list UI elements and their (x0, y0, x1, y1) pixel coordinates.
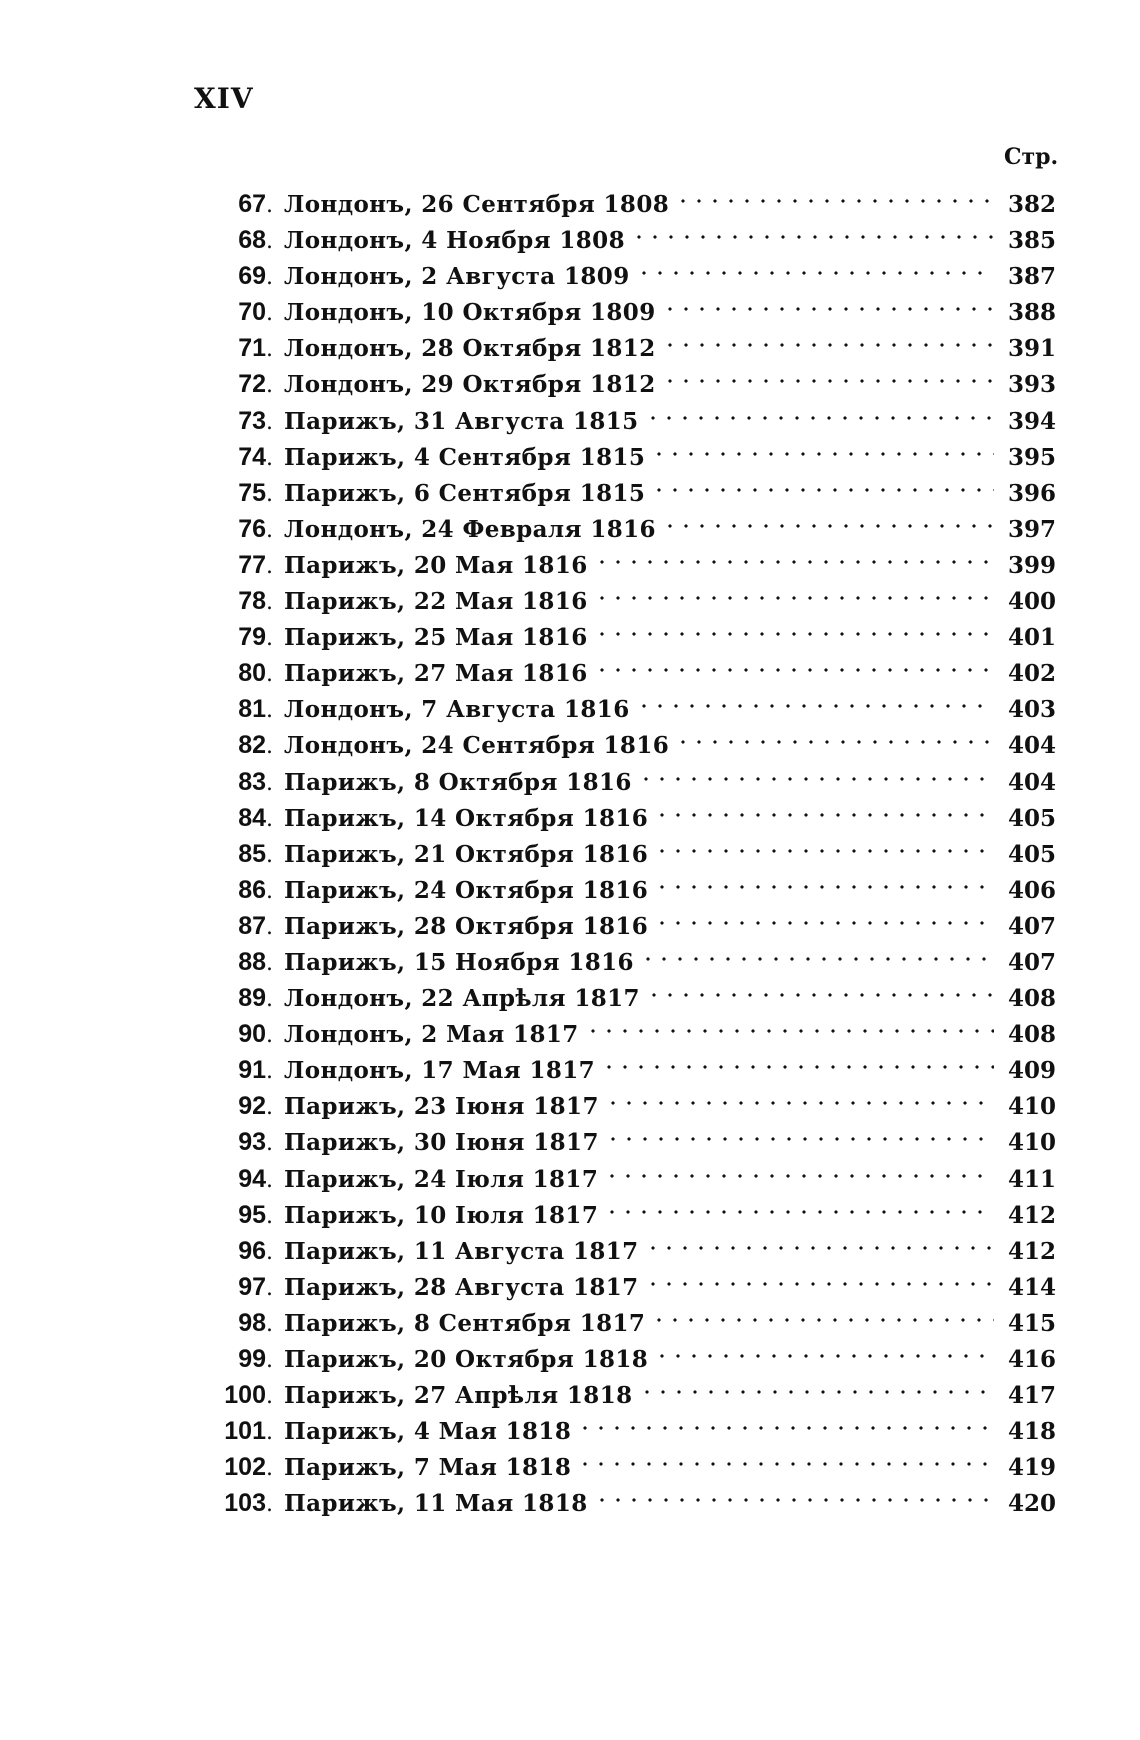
entry-title: Лондонъ, 10 Октября 1809 (284, 299, 656, 327)
entry-title: Парижъ, 6 Сентября 1815 (284, 479, 646, 507)
entry-page-number: 404 (1007, 768, 1056, 796)
entry-page-number: 409 (1007, 1057, 1056, 1085)
dot-leader (636, 681, 994, 717)
entry-number-period: . (266, 409, 273, 435)
entry-page-number: 388 (1007, 299, 1056, 327)
entry-number-period: . (266, 1311, 273, 1337)
entry-title: Парижъ, 22 Мая 1816 (284, 588, 588, 616)
dot-leader (638, 754, 994, 790)
entry-number-period: . (266, 698, 273, 724)
dot-leader (662, 284, 994, 320)
page-column-label: Стр. (1004, 144, 1059, 170)
dot-leader (594, 1475, 994, 1511)
entry-number-period: . (266, 1420, 273, 1446)
entry-title: Лондонъ, 4 Ноября 1808 (284, 227, 625, 255)
entry-page-number: 415 (1007, 1309, 1056, 1337)
entry-number-period: . (266, 914, 273, 940)
entry-number-period: . (266, 1167, 273, 1193)
entry-number: 92 (238, 1092, 266, 1121)
entry-number: 86 (238, 875, 266, 904)
entry-title: Парижъ, 27 Апрѣля 1818 (284, 1382, 633, 1410)
entry-title: Лондонъ, 17 Мая 1817 (284, 1057, 596, 1085)
entry-title: Парижъ, 27 Мая 1816 (284, 660, 588, 688)
entry-page-number: 391 (1007, 335, 1056, 363)
entry-page-number: 417 (1007, 1382, 1056, 1410)
dot-leader (654, 790, 994, 826)
entry-title: Парижъ, 11 Мая 1818 (284, 1490, 588, 1518)
dot-leader (594, 645, 994, 681)
entry-page-number: 419 (1007, 1454, 1056, 1482)
entry-page-number: 416 (1007, 1346, 1056, 1373)
dot-leader (577, 1439, 994, 1475)
entry-number-period: . (266, 337, 273, 363)
entry-page-number: 404 (1007, 732, 1056, 760)
dot-leader (662, 320, 994, 356)
entry-page-number: 395 (1007, 443, 1056, 471)
entry-number-period: . (266, 626, 273, 652)
entry-number: 74 (238, 442, 266, 471)
entry-page-number: 406 (1007, 876, 1056, 904)
entry-number-period: . (266, 842, 273, 868)
entry-number: 70 (238, 298, 266, 327)
entry-number: 75 (238, 478, 266, 507)
entry-number: 89 (238, 984, 266, 1013)
entry-page-number: 385 (1007, 227, 1056, 255)
entry-number-period: . (266, 1492, 273, 1518)
entry-number-period: . (266, 806, 273, 832)
entry-number-period: . (266, 517, 273, 543)
entry-number: 69 (238, 262, 266, 291)
entry-title: Парижъ, 8 Сентября 1817 (284, 1309, 646, 1337)
entry-number: 81 (238, 695, 266, 724)
page-number: XIV (194, 82, 254, 115)
dot-leader (646, 970, 994, 1006)
entry-page-number: 405 (1007, 840, 1056, 868)
entry-page-number: 418 (1007, 1418, 1056, 1446)
entry-page-number: 387 (1007, 263, 1056, 291)
entry-title: Парижъ, 8 Октября 1816 (284, 768, 632, 796)
dot-leader (675, 717, 994, 753)
dot-leader (645, 393, 994, 429)
entry-page-number: 408 (1007, 985, 1056, 1013)
entry-number: 85 (238, 839, 266, 868)
entry-number: 73 (238, 406, 266, 435)
dot-leader (640, 934, 994, 970)
entry-title: Парижъ, 20 Мая 1816 (284, 551, 588, 579)
entry-page-number: 407 (1007, 948, 1056, 976)
entry-number: 76 (238, 514, 266, 543)
entry-title: Парижъ, 4 Мая 1818 (284, 1418, 572, 1446)
entry-number: 99 (238, 1345, 266, 1373)
dot-leader (594, 573, 994, 609)
entry-number-period: . (266, 950, 273, 976)
dot-leader (639, 1367, 994, 1403)
entry-number: 77 (238, 550, 266, 579)
dot-leader (651, 465, 994, 501)
entry-title: Парижъ, 24 Іюля 1817 (284, 1165, 599, 1193)
entry-page-number: 399 (1007, 551, 1056, 579)
entry-number-period: . (266, 553, 273, 579)
entry-number-period: . (266, 662, 273, 688)
entry-title: Парижъ, 10 Іюля 1817 (284, 1201, 599, 1229)
entry-number-period: . (266, 1384, 273, 1410)
entry-number-period: . (266, 987, 273, 1013)
entry-number: 97 (238, 1272, 266, 1301)
entry-page-number: 408 (1007, 1021, 1056, 1049)
entry-number: 68 (238, 226, 266, 255)
entry-number: 88 (238, 947, 266, 976)
entry-number-period: . (266, 770, 273, 796)
entry-title: Лондонъ, 7 Августа 1816 (284, 696, 630, 724)
entry-title: Парижъ, 14 Октября 1816 (284, 804, 649, 832)
entry-title: Парижъ, 7 Мая 1818 (284, 1454, 572, 1482)
entry-number-period: . (266, 229, 273, 255)
entry-title: Парижъ, 23 Іюня 1817 (284, 1093, 599, 1121)
entry-number-period: . (266, 1059, 273, 1085)
dot-leader (645, 1223, 994, 1259)
entry-page-number: 414 (1007, 1273, 1056, 1301)
entry-number: 80 (238, 659, 266, 688)
dot-leader (577, 1403, 994, 1439)
entry-number: 94 (238, 1164, 266, 1193)
entry-title: Лондонъ, 2 Мая 1817 (284, 1021, 579, 1049)
entry-title: Парижъ, 21 Октября 1816 (284, 840, 649, 868)
entry-page-number: 410 (1007, 1093, 1056, 1121)
entry-number-period: . (266, 265, 273, 291)
dot-leader (645, 1259, 994, 1295)
entry-title: Парижъ, 30 Іюня 1817 (284, 1129, 599, 1157)
entry-number-period: . (266, 301, 273, 327)
table-of-contents (200, 176, 1056, 1518)
entry-title: Парижъ, 15 Ноября 1816 (284, 948, 634, 976)
dot-leader (604, 1187, 994, 1223)
dot-leader (654, 826, 994, 862)
dot-leader (605, 1078, 994, 1114)
entry-number-period: . (266, 1275, 273, 1301)
entry-number: 87 (238, 911, 266, 940)
entry-page-number: 407 (1007, 912, 1056, 940)
entry-page-number: 397 (1007, 515, 1056, 543)
entry-number: 95 (238, 1200, 266, 1229)
dot-leader (662, 501, 994, 537)
dot-leader (636, 248, 994, 284)
entry-number-period: . (266, 878, 273, 904)
entry-page-number: 402 (1007, 660, 1056, 688)
entry-number: 72 (238, 370, 266, 399)
entry-number: 78 (238, 587, 266, 616)
toc-entry (200, 176, 1056, 218)
entry-number: 91 (238, 1056, 266, 1085)
entry-number: 98 (238, 1308, 266, 1337)
entry-number-period: . (266, 1131, 273, 1157)
entry-page-number: 412 (1007, 1237, 1056, 1265)
entry-page-number: 420 (1007, 1490, 1056, 1518)
dot-leader (604, 1151, 994, 1187)
entry-number: 103 (224, 1489, 266, 1518)
entry-number-period: . (266, 734, 273, 760)
entry-number-period: . (266, 193, 273, 218)
dot-leader (594, 537, 994, 573)
entry-page-number: 400 (1007, 588, 1056, 616)
dot-leader (651, 1295, 994, 1331)
dot-leader (594, 609, 994, 645)
entry-title: Парижъ, 4 Сентября 1815 (284, 443, 646, 471)
entry-title: Парижъ, 28 Октября 1816 (284, 912, 649, 940)
entry-number: 93 (238, 1128, 266, 1157)
entry-page-number: 396 (1007, 479, 1056, 507)
entry-title: Лондонъ, 26 Сентября 1808 (284, 191, 670, 218)
dot-leader (605, 1114, 994, 1150)
entry-page-number: 411 (1007, 1165, 1056, 1193)
entry-page-number: 382 (1007, 191, 1056, 218)
dot-leader (601, 1042, 994, 1078)
entry-page-number: 401 (1007, 624, 1056, 652)
entry-number-period: . (266, 590, 273, 616)
entry-title: Парижъ, 11 Августа 1817 (284, 1237, 639, 1265)
entry-page-number: 394 (1007, 407, 1056, 435)
dot-leader (654, 862, 994, 898)
entry-number: 79 (238, 623, 266, 652)
dot-leader (585, 1006, 994, 1042)
entry-number-period: . (266, 1023, 273, 1049)
entry-title: Лондонъ, 28 Октября 1812 (284, 335, 656, 363)
entry-number: 83 (238, 767, 266, 796)
entry-title: Парижъ, 25 Мая 1816 (284, 624, 588, 652)
dot-leader (675, 176, 994, 212)
entry-title: Лондонъ, 22 Апрѣля 1817 (284, 985, 640, 1013)
entry-number-period: . (266, 481, 273, 507)
entry-title: Парижъ, 20 Октября 1818 (284, 1346, 649, 1373)
dot-leader (654, 1331, 994, 1367)
entry-number-period: . (266, 1095, 273, 1121)
entry-number-period: . (266, 1348, 273, 1373)
entry-number: 90 (238, 1020, 266, 1049)
entry-title: Лондонъ, 29 Октября 1812 (284, 371, 656, 399)
dot-leader (651, 429, 994, 465)
entry-page-number: 393 (1007, 371, 1056, 399)
entry-number: 101 (224, 1417, 266, 1446)
entry-number-period: . (266, 445, 273, 471)
entry-number-period: . (266, 1203, 273, 1229)
entry-title: Лондонъ, 24 Февраля 1816 (284, 515, 656, 543)
entry-number-period: . (266, 1456, 273, 1482)
entry-page-number: 403 (1007, 696, 1056, 724)
entry-page-number: 410 (1007, 1129, 1056, 1157)
entry-number: 67 (238, 190, 266, 218)
entry-title: Парижъ, 31 Августа 1815 (284, 407, 639, 435)
entry-number: 84 (238, 803, 266, 832)
entry-page-number: 412 (1007, 1201, 1056, 1229)
entry-number: 96 (238, 1236, 266, 1265)
entry-title: Парижъ, 28 Августа 1817 (284, 1273, 639, 1301)
entry-number: 71 (238, 334, 266, 363)
entry-title: Лондонъ, 2 Августа 1809 (284, 263, 630, 291)
dot-leader (631, 212, 994, 248)
dot-leader (662, 356, 994, 392)
entry-title: Парижъ, 24 Октября 1816 (284, 876, 649, 904)
entry-number: 82 (238, 731, 266, 760)
entry-number: 102 (224, 1453, 266, 1482)
dot-leader (654, 898, 994, 934)
entry-page-number: 405 (1007, 804, 1056, 832)
entry-title: Лондонъ, 24 Сентября 1816 (284, 732, 670, 760)
entry-number: 100 (224, 1381, 266, 1410)
entry-number-period: . (266, 373, 273, 399)
entry-number-period: . (266, 1239, 273, 1265)
